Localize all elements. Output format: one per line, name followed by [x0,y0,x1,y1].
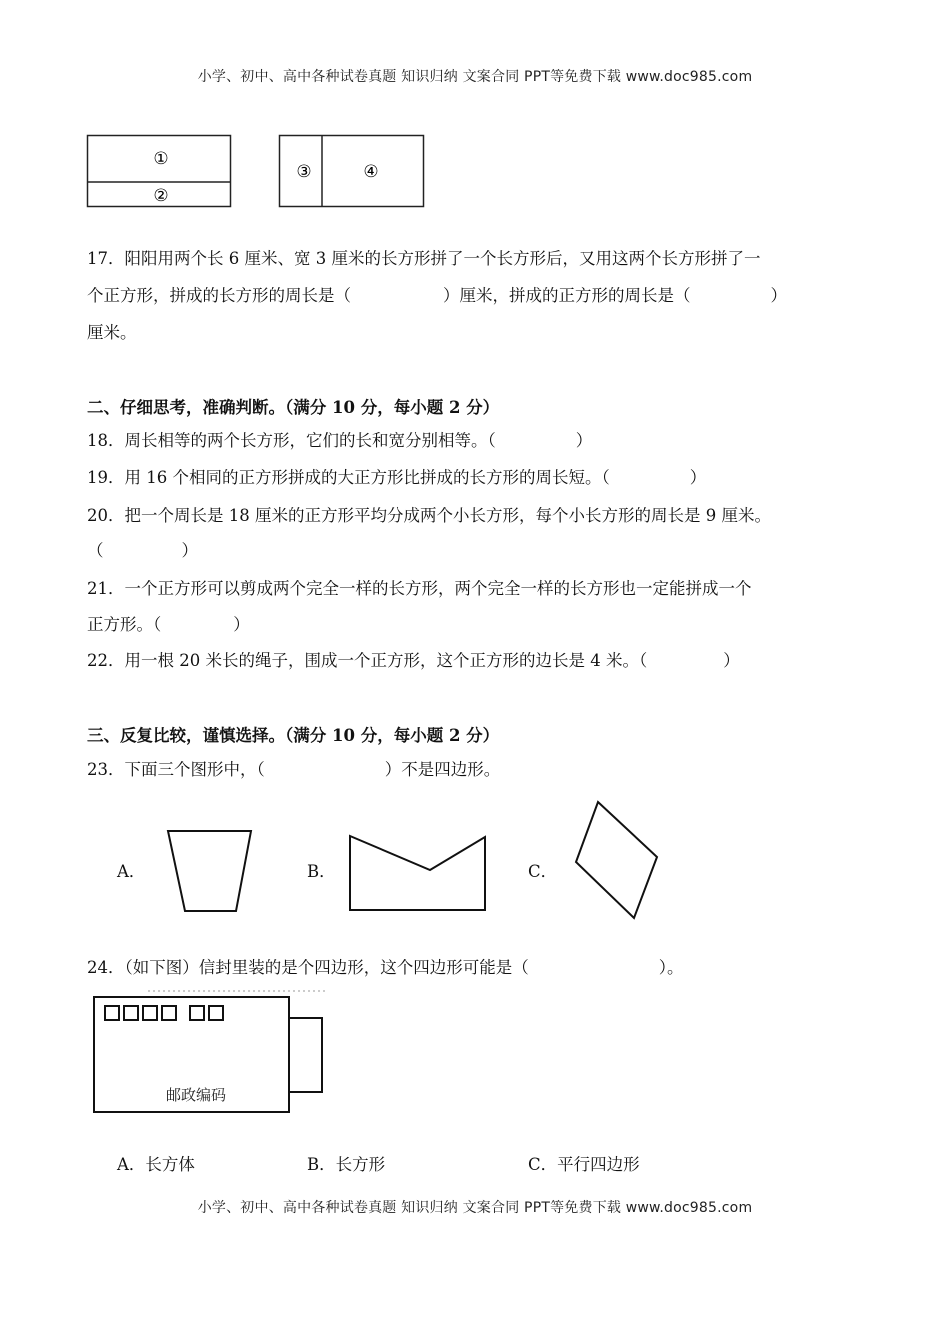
q23-shape-b-pentagon [342,830,494,920]
q17-line3: 厘米。 [87,323,137,342]
q19: 19．用 16 个相同的正方形拼成的大正方形比拼成的长方形的周长短。（ ） [87,468,707,487]
q24-option-c[interactable]: C．平行四边形 [528,1155,640,1174]
q21-line1: 21．一个正方形可以剪成两个完全一样的长方形，两个完全一样的长方形也一定能拼成一个 [87,579,752,598]
page-header: 小学、初中、高中各种试卷真题 知识归纳 文案合同 PPT等免费下载 www.doc985.com [197,69,753,85]
label-1: ① [153,149,169,169]
q23-option-b-label[interactable]: B． [307,862,336,881]
divided-rectangles-figure [80,128,440,216]
q23-shape-a-trapezoid [160,822,260,922]
q17-line1: 17．阳阳用两个长 6 厘米、宽 3 厘米的长方形拼了一个长方形后，又用这两个长方形拼了一 [87,249,761,268]
q20-line1: 20．把一个周长是 18 厘米的正方形平均分成两个小长方形，每个小长方形的周长是 9 厘米。 [87,506,771,525]
q17-line2: 个正方形，拼成的长方形的周长是（ ）厘米，拼成的正方形的周长是（ ） [87,286,787,305]
page-footer: 小学、初中、高中各种试卷真题 知识归纳 文案合同 PPT等免费下载 www.doc985.com [197,1200,753,1216]
q23-option-a-label[interactable]: A． [117,862,146,881]
label-4: ④ [363,162,379,182]
q24-option-b[interactable]: B．长方形 [307,1155,386,1174]
q22: 22．用一根 20 米长的绳子，围成一个正方形，这个正方形的边长是 4 米。（ ） [87,651,740,670]
q23-shape-c-rhombus [568,794,668,926]
q20-line2: （ ） [87,541,198,560]
envelope-postal-code-label: 邮政编码 [165,1086,227,1104]
label-3: ③ [296,162,312,182]
trapezoid-shape [168,831,251,911]
q23: 23．下面三个图形中，（ ）不是四边形。 [87,760,501,779]
q21-line2: 正方形。（ ） [87,615,250,634]
section3-title: 三、反复比较，谨慎选择。（满分 10 分，每小题 2 分） [87,726,500,745]
q24: 24．（如下图）信封里装的是个四边形，这个四边形可能是（ ）。 [87,958,684,977]
notched-pentagon-shape [350,836,485,910]
section2-title: 二、仔细思考，准确判断。（满分 10 分，每小题 2 分） [87,398,500,417]
q24-option-a[interactable]: A．长方体 [117,1155,195,1174]
card-sticking-out [289,1018,322,1092]
envelope-figure [88,988,333,1118]
rhombus-shape [576,802,657,918]
q18: 18．周长相等的两个长方形，它们的长和宽分别相等。（ ） [87,431,593,450]
q23-option-c-label[interactable]: C． [528,862,558,881]
label-2: ② [153,186,169,206]
